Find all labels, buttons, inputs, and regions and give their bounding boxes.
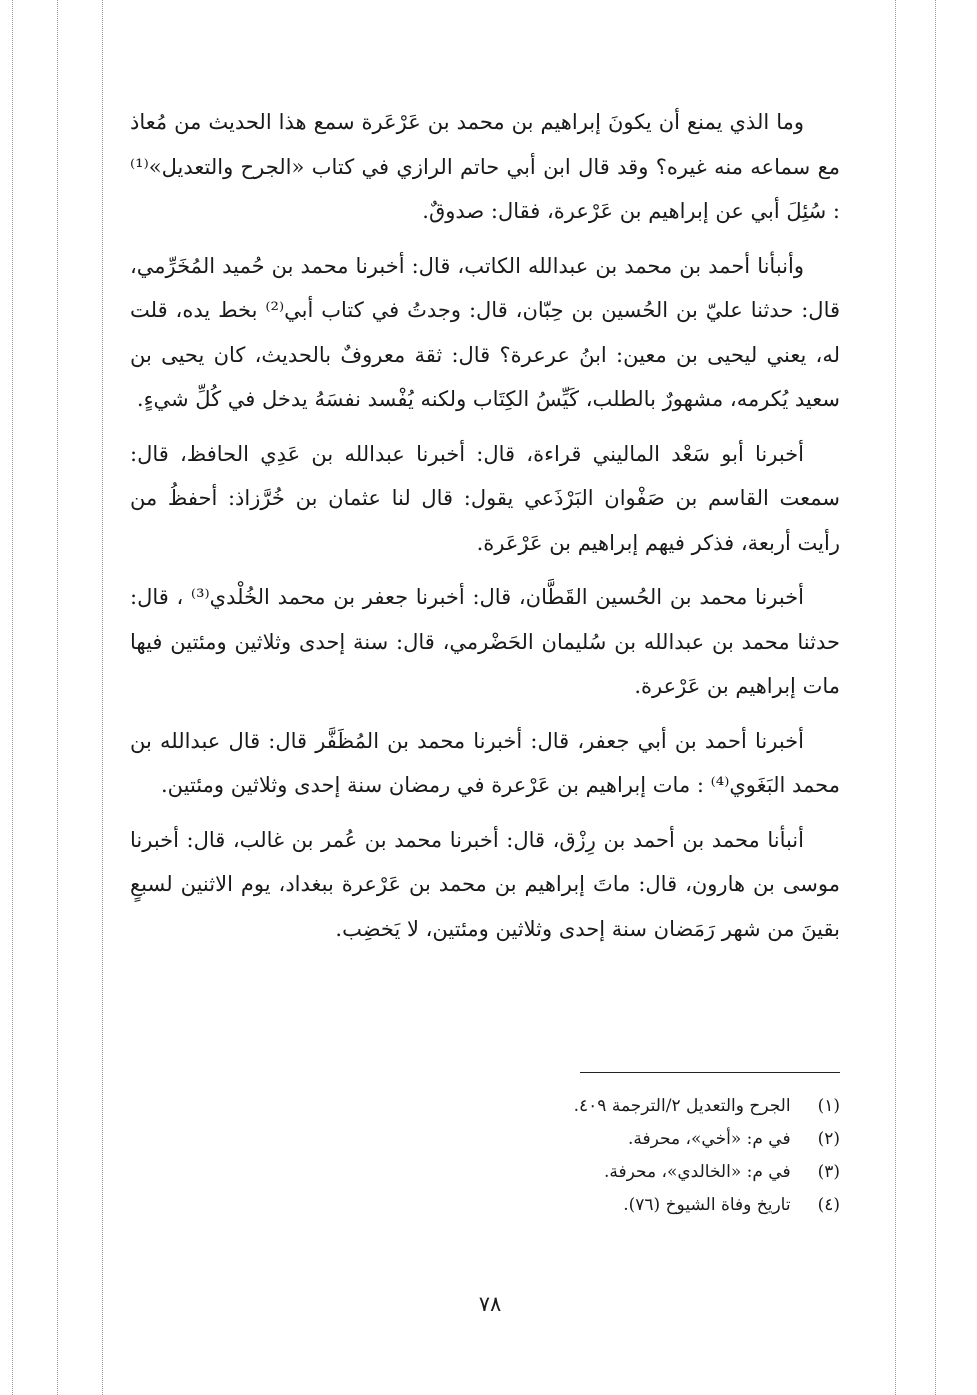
right-margin-guide (935, 0, 936, 1395)
left-margin-guide (12, 0, 13, 1395)
footnote-text: في م: «الخالدي»، محرفة. (603, 1162, 791, 1182)
footnote-separator (580, 1072, 840, 1073)
footnote-text: في م: «أخي»، محرفة. (628, 1129, 791, 1149)
footnote-text: الجرح والتعديل ٢/الترجمة ٤٠٩. (573, 1096, 791, 1116)
left-margin-guide (102, 0, 103, 1395)
footnotes (300, 1090, 840, 1222)
footnote-number: (٢) (817, 1129, 840, 1149)
footnote-number: (١) (817, 1096, 840, 1116)
paragraph: أخبرنا أحمد بن أبي جعفر، قال: أخبرنا محمد بن المُظَفَّر قال: قال عبدالله بن محمد البَغَوي⁽⁴⁾ : مات إبراهيم بن عَرْعرة في رمضان سنة إحدى وثلاثين ومئتين. (130, 728, 840, 797)
page-number: ٧٨ (478, 1292, 502, 1316)
paragraph: وما الذي يمنع أن يكونَ إبراهيم بن محمد بن عَرْعَرة سمع هذا الحديث من مُعاذ مع سماعه منه غيره؟ وقد قال ابن أبي حاتم الرازي في كتاب «الجرح والتعديل»⁽¹⁾ : سُئِلَ أبي عن إبراهيم بن عَرْعرة، فقال: صدوقٌ. (130, 110, 840, 223)
footnote (300, 1189, 840, 1222)
paragraph: أخبرنا أبو سَعْد الماليني قراءة، قال: أخبرنا عبدالله بن عَدِي الحافظ، قال: سمعت القاسم بن صَفْوان البَرْذَعي يقول: قال لنا عثمان بن خُرَّزاذ: أحفظُ من رأيت أربعة، فذكر فيهم إبراهيم بن عَرْعَرة. (130, 441, 840, 555)
left-margin-guide (57, 0, 58, 1395)
paragraph: أخبرنا محمد بن الحُسين القَطَّان، قال: أخبرنا جعفر بن محمد الخُلْدي⁽³⁾ ، قال: حدثنا محمد بن عبدالله بن سُليمان الحَضْرمي، قال: سنة إحدى وثلاثين ومئتين فيها مات إبراهيم بن عَرْعرة. (130, 585, 840, 698)
footnote (300, 1090, 840, 1123)
footnote-text: تاريخ وفاة الشيوخ (٧٦). (623, 1195, 791, 1215)
paragraph: أنبأنا محمد بن أحمد بن رِزْق، قال: أخبرنا محمد بن عُمر بن غالب، قال: أخبرنا موسى بن هارون، قال: ماتَ إبراهيم بن محمد بن عَرْعرة ببغداد، يوم الاثنين لسبعٍ بقينَ من شهر رَمَضان سنة إحدى وثلاثين ومئتين، لا يَخضِب. (130, 827, 840, 941)
footnote-number: (٤) (817, 1195, 840, 1215)
footnote-number: (٣) (817, 1162, 840, 1182)
footnote (300, 1156, 840, 1189)
paragraph: وأنبأنا أحمد بن محمد بن عبدالله الكاتب، قال: أخبرنا محمد بن حُميد المُخَرِّمي، قال: حدثنا عليّ بن الحُسين بن حِبّان، قال: وجدتُ في كتاب أبي⁽²⁾ بخط يده، قلت له، يعني ليحيى بن معين: ابنُ عرعرة؟ قال: ثقة معروفٌ بالحديث، كان يحيى بن سعيد يُكرمه، مشهورٌ بالطلب، كَيِّسُ الكِتَاب ولكنه يُفْسد نفسَهُ يدخل في كُلِّ شيءٍ. (130, 253, 841, 411)
footnote (300, 1123, 840, 1156)
right-margin-guide (895, 0, 896, 1395)
main-text (130, 100, 840, 961)
